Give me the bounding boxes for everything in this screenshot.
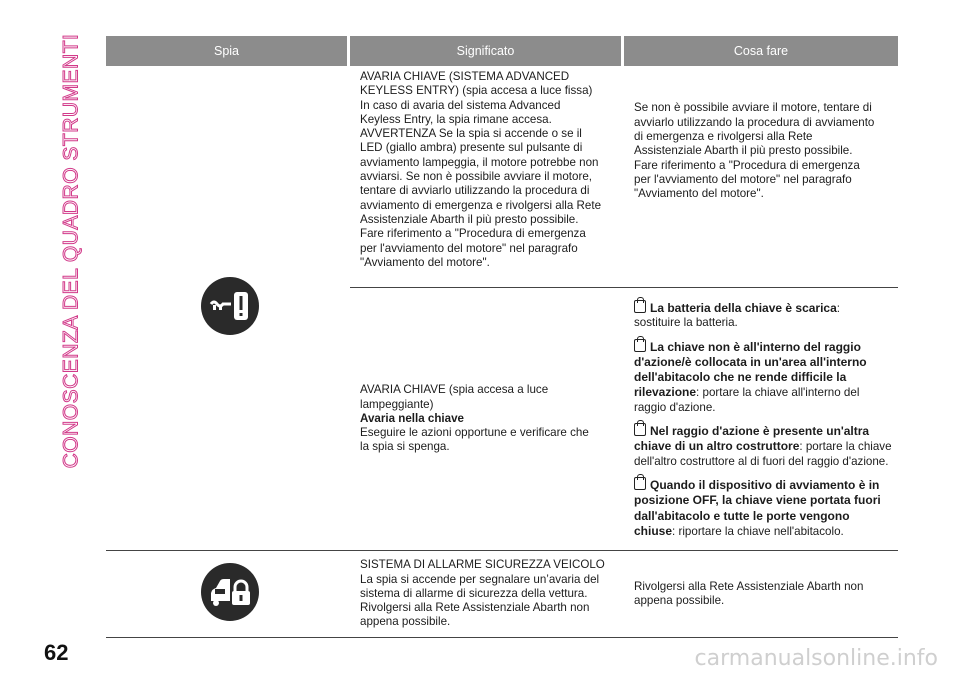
meaning-cell-security-alarm: SISTEMA DI ALLARME SICUREZZA VEICOLO La spia si accende per segnalare un’avaria del sistema di allarme di sicurezza della vettura. Rivolgersi alla Rete Assistenziale Abarth non appena possibile. <box>350 551 624 638</box>
key-bullet-icon <box>634 477 646 490</box>
watermark: carmanualsonline.info <box>694 646 938 671</box>
section-title-vertical: CONOSCENZA DEL QUADRO STRUMENTI <box>59 33 83 469</box>
car-padlock-icon <box>199 561 261 627</box>
key-fault-icon-cell <box>106 66 350 551</box>
action-cell-key-fault-flashing <box>624 288 898 551</box>
table-header-row <box>106 36 898 66</box>
table-row <box>106 66 898 288</box>
action-item: La batteria della chiave è scarica: sostituire la batteria. <box>634 301 841 330</box>
action-item: Nel raggio d'azione è presente un'altra chiave di un altro costruttore: portare la chiave dell'altro costruttore al di fuori del raggio d'azione. <box>634 424 892 468</box>
action-item: La chiave non è all'interno del raggio d'azione/è collocata in un'area all'interno dell'abitacolo che ne rende difficile la rilevazione: portare la chiave all'interno del raggio d'azione. <box>634 339 867 414</box>
meaning-cell-key-fault-flashing: AVARIA CHIAVE (spia accesa a luce lampeggiante) Avaria nella chiave Eseguire le azioni opportune e verificare che la spia si spenga. <box>350 288 624 551</box>
table-row <box>106 551 898 638</box>
key-bullet-icon <box>634 423 646 436</box>
key-exclamation-icon <box>199 275 261 341</box>
page-number: 62 <box>44 640 69 665</box>
key-bullet-icon <box>634 339 646 352</box>
warning-lights-table <box>106 36 898 638</box>
header-cosa-fare: Cosa fare <box>624 36 898 66</box>
key-bullet-icon <box>634 300 646 313</box>
action-cell-key-fault-fixed: Se non è possibile avviare il motore, tentare di avviarlo utilizzando la procedura di avviamento di emergenza e rivolgersi alla Rete Assistenziale Abarth il più presto possibile. Fare riferimento a "Procedura di emergenza per l'avviamento del motore" nel paragrafo "Avviamento del motore". <box>624 66 898 288</box>
action-cell-security-alarm: Rivolgersi alla Rete Assistenziale Abarth non appena possibile. <box>624 551 898 638</box>
security-alarm-icon-cell <box>106 551 350 638</box>
header-significato: Significato <box>350 36 624 66</box>
action-item: Quando il dispositivo di avviamento è in posizione OFF, la chiave viene portata fuori dall'abitacolo e tutte le porte vengono chiuse: riportare la chiave nell'abitacolo. <box>634 477 881 538</box>
header-spia: Spia <box>106 36 350 66</box>
meaning-cell-key-fault-fixed: AVARIA CHIAVE (SISTEMA ADVANCED KEYLESS ENTRY) (spia accesa a luce fissa) In caso di avaria del sistema Advanced Keyless Entry, la spia rimane accesa. AVVERTENZA Se la spia si accende o se il LED (giallo ambra) presente sul pulsante di avviamento lampeggia, il motore potrebbe non avviarsi. Se non è possibile avviare il motore, tentare di avviarlo utilizzando la procedura di avviamento di emergenza e rivolgersi alla Rete Assistenziale Abarth il più presto possibile. Fare riferimento a "Procedura di emergenza per l'avviamento del motore" nel paragrafo "Avviamento del motore". <box>350 66 624 288</box>
